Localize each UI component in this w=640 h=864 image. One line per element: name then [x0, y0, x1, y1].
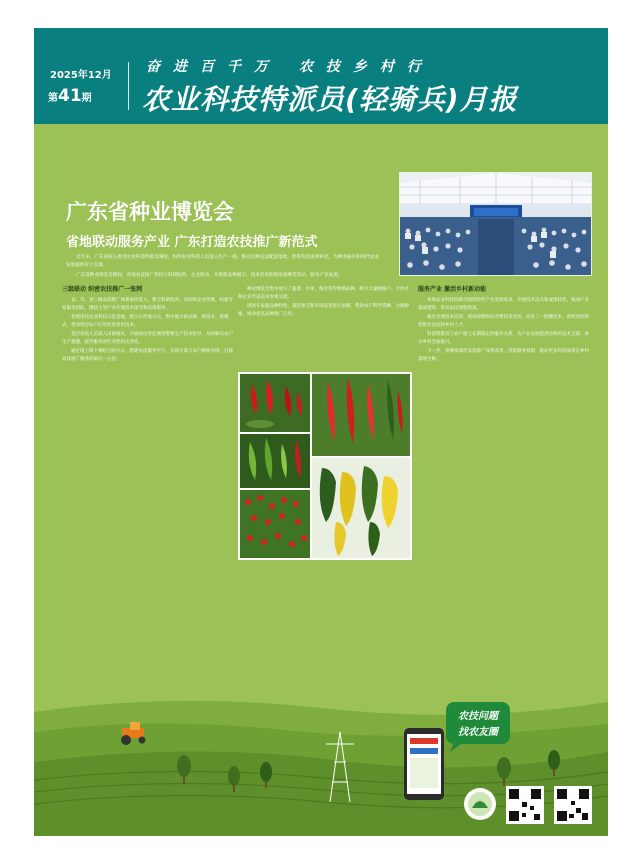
body-paragraph: 通过线上线下相结合的方式，搭建农技服务平台，实现专家与农户精准对接，打通农技推广服务的最后一公里。 [62, 349, 233, 362]
column-right [418, 286, 590, 365]
main-panel [34, 152, 608, 836]
section-heading: 三级联动 织密农技推广一张网 [62, 286, 143, 293]
masthead [34, 28, 608, 124]
column-middle [238, 286, 410, 320]
body-paragraph: 省、市、县三级农技推广体系协同发力，整合科研院所、高校和企业资源，组建专家服务团队，围绕主导产业开展技术指导和培训服务。 [62, 297, 233, 311]
pepper-illustration [238, 372, 412, 560]
qr-code-strip [462, 784, 600, 828]
article-lead [66, 254, 380, 283]
body-paragraph: 通过开展技术培训、现场观摩和结对帮扶等活动，培育了一批懂技术、善经营的新型职业农民和乡村人才。 [418, 314, 589, 328]
article-headline: 广东省种业博览会 [66, 200, 234, 224]
hall-illustration [400, 173, 592, 276]
body-paragraph: 现场专家就品种特性、栽培要点和市场前景进行讲解，帮助农户科学选种、合理种植，推动优良品种推广应用。 [238, 304, 409, 317]
phone-icon [404, 728, 444, 800]
issue-prefix: 第 [48, 93, 58, 104]
qr-code-icon [506, 786, 544, 824]
body-paragraph: 科技特派员与农户建立长期稳定的服务关系，为产业发展提供持续的技术支撑，助力乡村全面振兴。 [418, 331, 589, 345]
body-paragraph: 种业博览会集中展示了蔬菜、水果、粮食等作物新品种，吸引大量种植户、合作社和企业代表前来参观交流。 [238, 287, 409, 300]
lead-paragraph: 近年来，广东省深入推进农业科技特派员制度，组织农业科技人员深入生产一线，推动良种良法配套落地，促进科技成果转化，为种业振兴和现代农业发展提供有力支撑。 [66, 255, 380, 269]
red-pepper-photo [240, 374, 310, 432]
issue-num: 41 [58, 86, 82, 106]
masthead-slogan: 奋进百千万 农技乡村行 [146, 59, 434, 75]
badge-line1: 农技问题 [458, 711, 498, 722]
speech-bubble-badge [446, 702, 510, 752]
body-paragraph: 各地依托农业科技示范基地，建立示范展示点，集中展示新品种、新技术、新模式，带动周边农户应用先进适用技术。 [62, 314, 229, 328]
issue-number [48, 86, 92, 106]
logo-icon [464, 788, 496, 820]
badge-line2: 找农友圈 [458, 727, 498, 738]
newsletter-page [34, 28, 608, 836]
section-heading: 服务产业 激活乡村新动能 [418, 286, 487, 293]
column-left [62, 286, 234, 365]
body-paragraph: 下一步，将继续深化农技推广体系改革，创新服务机制，推动更多科技成果在乡村落地生根。 [418, 349, 589, 362]
body-paragraph: 基层农技人员深入田间地头，开展病虫害监测预警和生产技术指导，及时解决农户生产难题，提升服务的针对性和实效性。 [62, 331, 233, 345]
issue-suffix: 期 [81, 93, 92, 104]
exhibition-hall-photo [399, 172, 592, 276]
qr-code-icon [554, 786, 592, 824]
chili-photo [312, 374, 410, 456]
masthead-divider [128, 62, 129, 110]
pepper-field-photo [240, 490, 310, 558]
lead-paragraph: 广东省种业博览会期间，各地农技推广机构与科研院所、企业联动，开展新品种展示、技术咨询和现场观摩等活动，服务产业发展。 [76, 273, 343, 279]
yellow-pepper-photo [312, 458, 410, 558]
pepper-photo-collage [238, 372, 412, 560]
issue-date: 2025年12月 [50, 70, 112, 81]
green-pepper-photo [240, 434, 310, 488]
body-paragraph: 各地农业科技特派员围绕特色产业发展需求，开展技术攻关和成果转化，推动产业提质增效，带动农民增收致富。 [418, 297, 589, 311]
masthead-title: 农业科技特派员(轻骑兵)月报 [142, 83, 518, 116]
article-subhead: 省地联动服务产业 广东打造农技推广新范式 [66, 235, 318, 250]
